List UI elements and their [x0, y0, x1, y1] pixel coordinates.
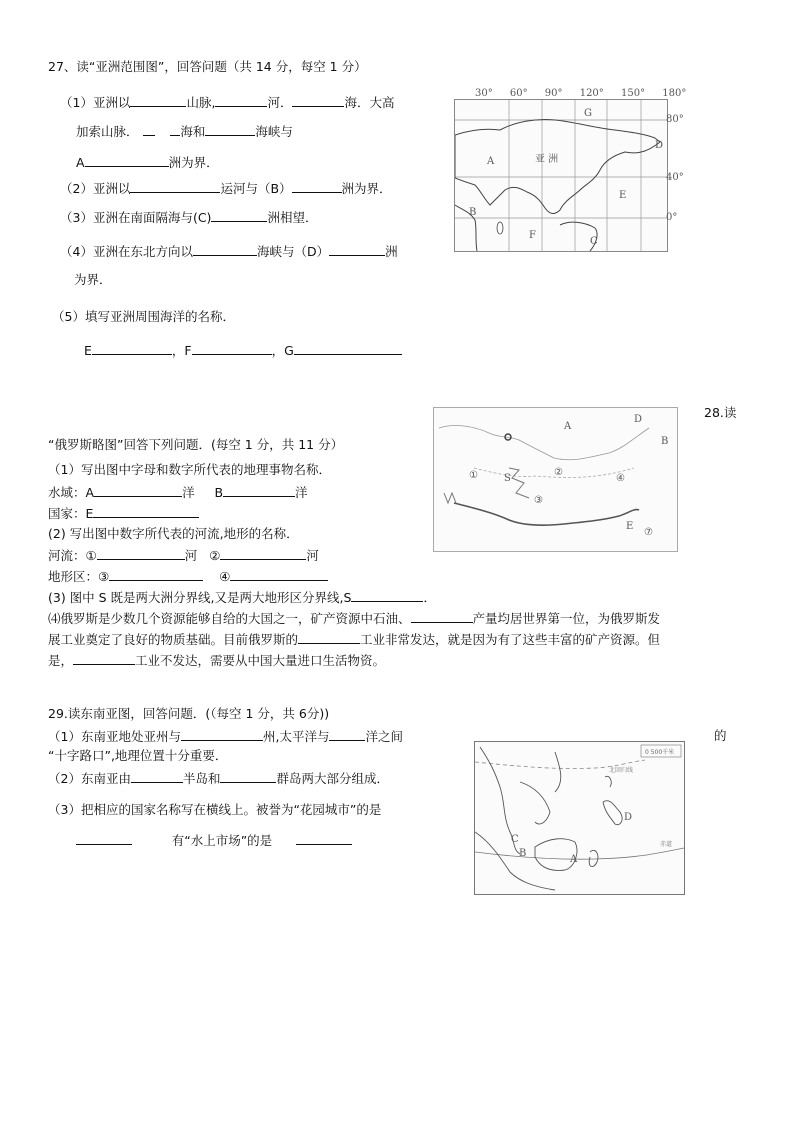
text: 河	[306, 548, 319, 563]
q28-title: “俄罗斯略图”回答下列问题．(每空 1 分，共 11 分）	[48, 437, 344, 452]
map-label-b: B	[469, 207, 477, 218]
text: 加索山脉．	[76, 124, 139, 139]
text: A	[76, 155, 85, 170]
equator-label: 赤道	[660, 841, 673, 848]
answer-blank-mountains[interactable]	[130, 94, 186, 107]
text: 半岛和	[182, 771, 221, 786]
q27-part2	[60, 180, 392, 197]
q27-part4-end: 为界．	[74, 272, 112, 287]
text: 洋之间	[365, 729, 403, 744]
text: 海峡与（D）	[256, 244, 330, 259]
answer-blank-canal[interactable]	[130, 180, 220, 193]
q28-part4-line2	[48, 631, 660, 648]
answer-blank-ocean-e[interactable]	[92, 342, 172, 355]
answer-blank-resource[interactable]	[411, 610, 473, 623]
text: 洲	[385, 244, 398, 259]
answer-blank-sea[interactable]	[292, 94, 344, 107]
text: 水域：A	[48, 485, 95, 500]
text: 州,太平洋与	[262, 729, 330, 744]
text: 产量均居世界第一位，为俄罗斯发	[472, 611, 661, 626]
text: ②	[209, 548, 221, 563]
text: 国家：E	[48, 506, 94, 521]
text: E	[84, 343, 92, 358]
text: 海峡与	[255, 124, 293, 139]
text: （3）亚洲在南面隔海与(C)	[60, 210, 212, 225]
asia-map	[454, 99, 668, 252]
q29-part2	[48, 770, 389, 787]
answer-blank-garden-city[interactable]	[76, 832, 132, 845]
answer-blank-heavy-industry[interactable]	[298, 631, 360, 644]
map-label-a: A	[487, 156, 495, 167]
q27-part1-line1	[60, 94, 394, 111]
map-label-a: A	[570, 854, 578, 865]
text: （4）亚洲在东北方向以	[60, 244, 193, 259]
answer-blank-strait[interactable]	[205, 123, 255, 136]
answer-blank-peninsula[interactable]	[131, 770, 183, 783]
answer-blank-strait-d[interactable]	[193, 243, 257, 256]
answer-blank-ocean-f[interactable]	[192, 342, 272, 355]
text: 海．大高	[344, 95, 395, 110]
map-label-d: D	[634, 414, 643, 425]
text: （2）亚洲以	[60, 181, 131, 196]
q29-part3: （3）把相应的国家名称写在横线上。被誉为“花园城市”的是	[48, 802, 382, 817]
map-label-asia: 亚 洲	[535, 154, 559, 165]
answer-blank-sea2-b[interactable]	[170, 123, 180, 136]
text: 运河与（B）	[220, 181, 292, 196]
map-label-4: ④	[616, 473, 625, 484]
text: (3) 图中 S 既是两大洲分界线,又是两大地形区分界线,S	[48, 590, 352, 605]
text: （1）东南亚地处亚州与	[48, 729, 181, 744]
q27-part5: （5）填写亚洲周围海洋的名称．	[52, 309, 235, 324]
q28-part3	[48, 589, 436, 606]
answer-blank-continent-d[interactable]	[329, 243, 385, 256]
text: B	[214, 485, 224, 500]
map-label-b: B	[519, 848, 527, 859]
southeast-asia-map	[474, 741, 685, 895]
answer-blank-light-industry[interactable]	[73, 652, 135, 665]
answer-blank-floating-market[interactable]	[296, 832, 352, 845]
text: 群岛两大部分组成．	[276, 771, 389, 786]
answer-blank-continent-a[interactable]	[85, 154, 169, 167]
text: ，G	[271, 343, 294, 358]
map-label-b: B	[661, 436, 669, 447]
scale-label: 0 500千米	[645, 749, 675, 756]
text: 洲为界．	[341, 181, 392, 196]
text: 河．	[267, 95, 293, 110]
answer-blank-ocean[interactable]	[329, 728, 365, 741]
text: 洲相望．	[267, 210, 318, 225]
q27-part1-line3	[76, 154, 219, 171]
text: 洲为界．	[168, 155, 219, 170]
answer-blank-ocean-a[interactable]	[94, 484, 182, 497]
answer-blank-s-line[interactable]	[351, 589, 423, 602]
russia-map-graphic	[434, 408, 677, 551]
q29-title: 29.读东南亚图，回答问题．(（每空 1 分，共 6分))	[48, 706, 330, 721]
answer-blank-continent-c[interactable]	[211, 209, 267, 222]
text: 洋	[182, 485, 195, 500]
answer-blank-river[interactable]	[215, 94, 267, 107]
text: （1）亚洲以	[60, 95, 131, 110]
text: 展工业奠定了良好的物质基础。目前俄罗斯的	[48, 632, 299, 647]
text: 有“水上市场”的是	[171, 833, 273, 848]
answer-blank-archipelago[interactable]	[220, 770, 276, 783]
q29-part1-de: 的	[714, 728, 727, 743]
text: 地形区：③	[48, 569, 110, 584]
map-label-a: A	[564, 421, 572, 432]
asia-map-longitudes: 30° 60° 90° 120° 150° 180°	[475, 88, 687, 99]
text: ⑷俄罗斯是少数几个资源能够自给的大国之一，矿产资源中石油、	[48, 611, 411, 626]
southeast-asia-map-graphic	[475, 742, 684, 894]
map-label-c: C	[590, 236, 598, 247]
map-label-1: ①	[469, 470, 478, 481]
map-label-7: ⑦	[644, 527, 653, 538]
map-label-3: ③	[534, 495, 543, 506]
map-label-c: C	[511, 834, 519, 845]
asia-map-graphic	[455, 100, 667, 251]
q28-part2: (2) 写出图中数字所代表的河流,地形的名称．	[48, 526, 299, 541]
q28-rivers	[48, 547, 319, 564]
map-label-g: G	[584, 108, 592, 119]
map-label-f: F	[529, 230, 536, 241]
map-label-s: S	[504, 473, 511, 484]
q27-part1-line2	[76, 123, 293, 140]
text: 河	[184, 548, 198, 563]
text: 工业非常发达，就是因为有了这些丰富的矿产资源。但	[360, 632, 661, 647]
q27-part3	[60, 209, 317, 226]
answer-blank-river-2[interactable]	[220, 547, 306, 560]
answer-blank-river-1[interactable]	[97, 547, 185, 560]
answer-blank-continent[interactable]	[181, 728, 263, 741]
q28-part1: （1）写出图中字母和数字所代表的地理事物名称．	[48, 462, 331, 477]
asia-map-lat-80: 80°	[666, 114, 684, 125]
asia-map-lat-40: 40°	[666, 172, 684, 183]
map-label-e: E	[626, 521, 634, 532]
q28-country	[48, 505, 199, 522]
text: ④	[219, 569, 231, 584]
russia-map	[433, 407, 678, 552]
text: ．	[423, 590, 436, 605]
text: （2）东南亚由	[48, 771, 131, 786]
answer-blank-continent-b[interactable]	[292, 180, 342, 193]
answer-blank-sea2-a[interactable]	[143, 123, 155, 136]
text: 洋	[295, 485, 308, 500]
text: 山脉,	[186, 95, 216, 110]
tropic-label: 北回归线	[609, 767, 634, 774]
q28-terrain	[48, 568, 328, 585]
text: 工业不发达，需要从中国大量进口生活物资。	[135, 653, 386, 668]
q28-water	[48, 484, 308, 501]
map-label-e: E	[619, 190, 627, 201]
answer-blank-terrain-3[interactable]	[109, 568, 203, 581]
q28-number: 28.读	[704, 405, 737, 420]
q28-part4-line1	[48, 610, 660, 627]
q29-part1	[48, 728, 403, 745]
answer-blank-terrain-4[interactable]	[230, 568, 328, 581]
text: 河流：①	[48, 548, 97, 563]
answer-blank-ocean-b[interactable]	[223, 484, 295, 497]
text: 是，	[48, 653, 74, 668]
asia-map-lat-0: 0°	[666, 212, 678, 223]
q27-part4	[60, 243, 398, 260]
text: ，F	[171, 343, 192, 358]
map-label-d: D	[624, 812, 633, 823]
q29-part1-line2: “十字路口”,地理位置十分重要．	[48, 748, 228, 763]
map-label-2: ②	[554, 467, 563, 478]
q27-title: 27、读“亚洲范围图”，回答问题（共 14 分，每空 1 分）	[48, 59, 367, 74]
map-label-d: D	[655, 140, 664, 151]
text: 海和	[180, 124, 206, 139]
q29-part3-answers	[76, 832, 352, 849]
answer-blank-country-e[interactable]	[93, 505, 199, 518]
q27-part5-answers	[84, 342, 402, 359]
answer-blank-ocean-g[interactable]	[294, 342, 402, 355]
q28-part4-line3	[48, 652, 385, 669]
